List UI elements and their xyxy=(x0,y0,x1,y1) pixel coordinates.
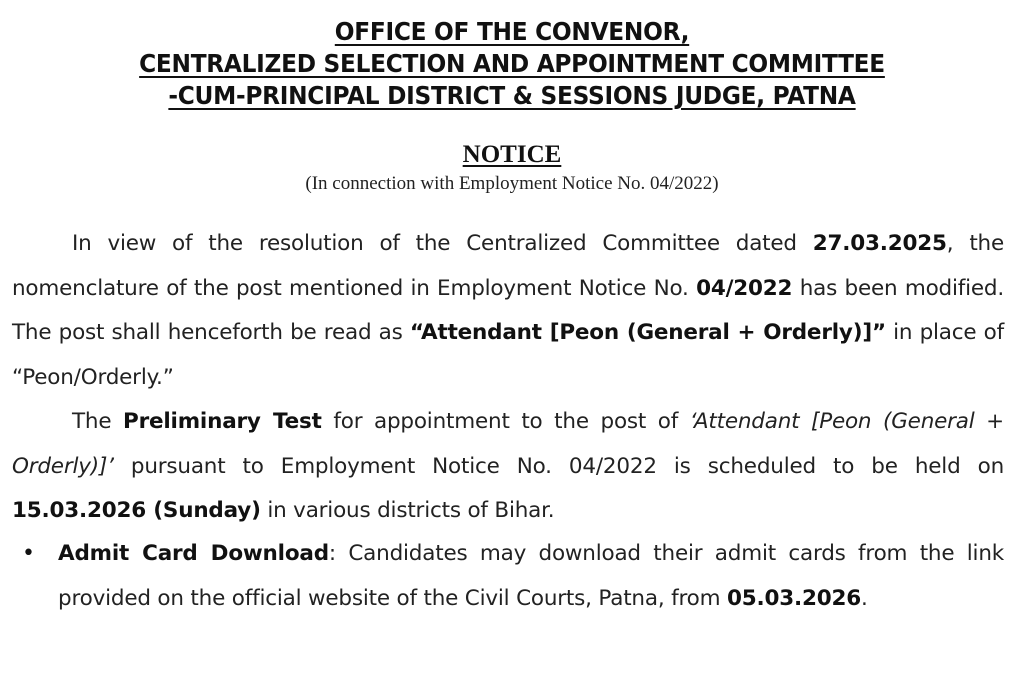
paragraph-preliminary-test xyxy=(12,400,1004,534)
header-line-1: OFFICE OF THE CONVENOR, xyxy=(334,17,690,46)
notice-title xyxy=(0,141,1024,169)
bullet-admit-card xyxy=(22,532,1004,621)
bullet-heading: Admit Card Download xyxy=(58,541,329,566)
text: The xyxy=(72,409,124,434)
text: , the nomenclature of the post mentioned in Employment Notice No. xyxy=(12,231,1005,301)
admit-card-date: 05.03.2026 xyxy=(726,585,861,611)
text: for appointment to the post of xyxy=(321,409,690,434)
text: In view of the resolution of the Centralized Committee dated xyxy=(72,231,813,256)
bullet-content xyxy=(58,532,1004,621)
bullet-marker-icon: • xyxy=(22,541,35,566)
text: . xyxy=(860,585,868,611)
exam-date: 15.03.2026 (Sunday) xyxy=(12,498,261,523)
employment-notice-number: 04/2022 xyxy=(696,275,793,301)
test-name: Preliminary Test xyxy=(123,409,322,434)
resolution-date: 27.03.2025 xyxy=(812,231,947,256)
notice-title-text: NOTICE xyxy=(462,141,562,168)
text: : Candidates may download their admit cards from the link provided on the official website of the Civil Courts, Patna, from xyxy=(58,541,1005,611)
paragraph-resolution xyxy=(12,222,1004,400)
text: in place of “Peon/Orderly.” xyxy=(12,320,1004,390)
new-post-name: “Attendant [Peon (General + Orderly)]” xyxy=(409,320,886,345)
office-header xyxy=(0,16,1024,112)
header-line-2: CENTRALIZED SELECTION AND APPOINTMENT COMMITTEE xyxy=(139,49,885,78)
text: has been modified. The post shall henceforth be read as xyxy=(12,275,1004,345)
post-name-italic: ‘Attendant [Peon (General + Orderly)]’ xyxy=(12,409,1005,479)
text: pursuant to Employment Notice No. 04/2022 is scheduled to be held on xyxy=(113,453,1004,479)
text: in various districts of Bihar. xyxy=(260,498,555,523)
notice-subtitle: (In connection with Employment Notice No. 04/2022) xyxy=(305,173,719,194)
header-line-3: -CUM-PRINCIPAL DISTRICT & SESSIONS JUDGE, PATNA xyxy=(168,81,856,110)
